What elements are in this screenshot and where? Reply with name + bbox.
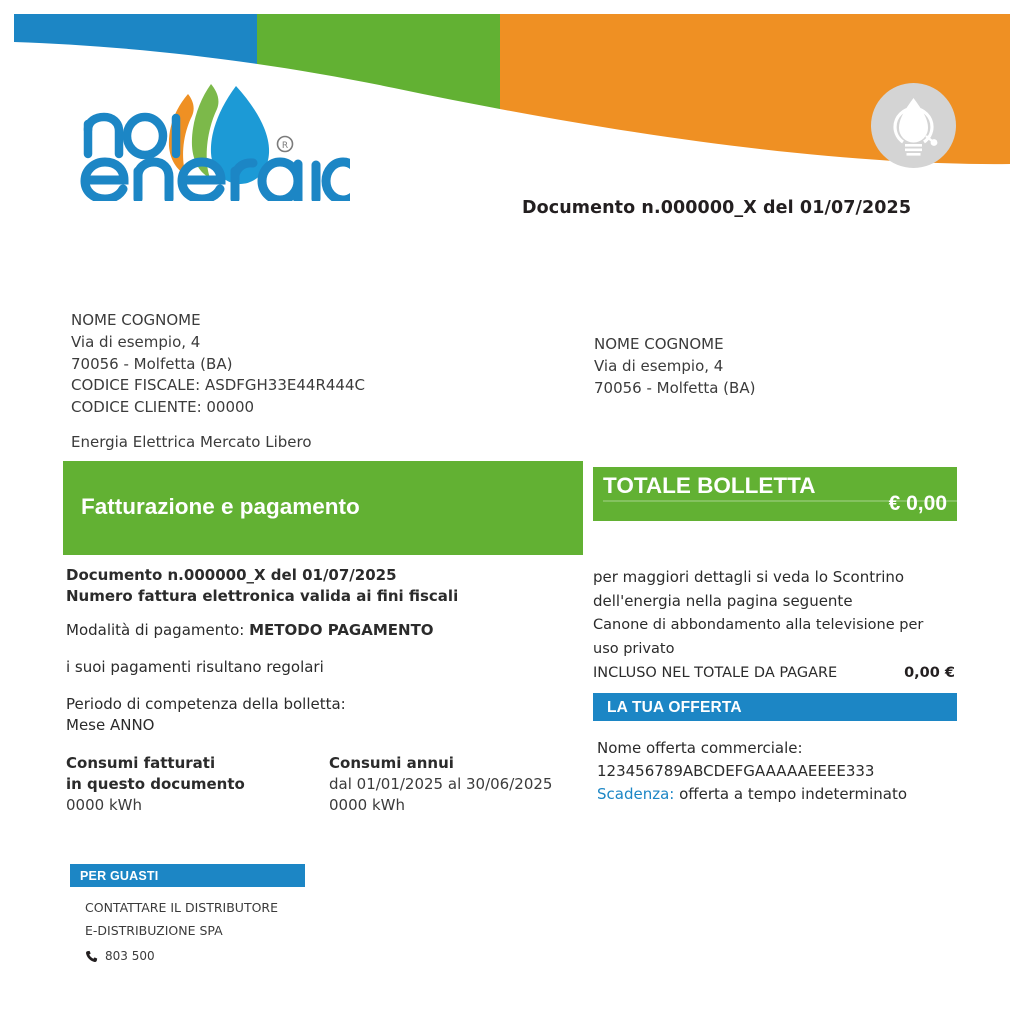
offer-expiry-row bbox=[597, 783, 977, 806]
consumption-billed bbox=[66, 753, 316, 816]
supply-street: Via di esempio, 4 bbox=[594, 357, 724, 375]
page-header bbox=[14, 14, 1010, 214]
consumption-annual-period: dal 01/01/2025 al 30/06/2025 bbox=[329, 775, 553, 793]
supply-address-block bbox=[594, 333, 755, 399]
payment-method-label: Modalità di pagamento: bbox=[66, 621, 250, 639]
faults-banner-label: PER GUASTI bbox=[80, 869, 159, 883]
total-details bbox=[593, 565, 963, 685]
payment-status: i suoi pagamenti risultano regolari bbox=[66, 658, 324, 676]
faults-banner bbox=[70, 864, 305, 887]
customer-address-block bbox=[71, 310, 365, 454]
consumption-billed-value: 0000 kWh bbox=[66, 796, 142, 814]
total-note-line-1: per maggiori dettagli si veda lo Scontrino bbox=[593, 568, 905, 586]
faults-line-2: E-DISTRIBUZIONE SPA bbox=[85, 923, 223, 938]
billing-period-label: Periodo di competenza della bolletta: bbox=[66, 695, 346, 713]
offer-details bbox=[597, 737, 977, 806]
supply-city: 70056 - Molfetta (BA) bbox=[594, 379, 756, 397]
faults-phone-row bbox=[85, 945, 278, 968]
customer-codice-cliente: CODICE CLIENTE: 00000 bbox=[71, 398, 255, 417]
total-amount: € 0,00 bbox=[888, 492, 947, 515]
consumption-billed-title-2: in questo documento bbox=[66, 775, 245, 793]
supply-type: Energia Elettrica Mercato Libero bbox=[71, 432, 312, 451]
offer-expiry-label: Scadenza: bbox=[597, 785, 675, 803]
offer-expiry-value: offerta a tempo indeterminato bbox=[679, 785, 907, 803]
customer-codice-fiscale: CODICE FISCALE: ASDFGH33E44R444C bbox=[71, 376, 365, 395]
billing-period-value: Mese ANNO bbox=[66, 716, 155, 734]
consumption-annual-value: 0000 kWh bbox=[329, 796, 405, 814]
total-banner bbox=[593, 467, 957, 521]
included-row bbox=[593, 661, 963, 685]
faults-line-1: CONTATTARE IL DISTRIBUTORE bbox=[85, 900, 279, 915]
included-amount: 0,00 € bbox=[904, 665, 955, 681]
faults-phone-number: 803 500 bbox=[105, 949, 155, 963]
billing-details bbox=[66, 565, 586, 736]
total-note-line-2: dell'energia nella pagina seguente bbox=[593, 592, 853, 610]
lightbulb-icon bbox=[871, 83, 956, 168]
brand-logo bbox=[80, 76, 350, 201]
payment-method-row bbox=[66, 620, 586, 641]
faults-details bbox=[85, 896, 278, 968]
offer-banner bbox=[593, 693, 957, 721]
payment-method-value: METODO PAGAMENTO bbox=[249, 621, 434, 639]
svg-text:R: R bbox=[281, 141, 289, 151]
billing-banner-label: Fatturazione e pagamento bbox=[81, 494, 360, 519]
billing-banner bbox=[63, 461, 583, 555]
offer-code: 123456789ABCDEFGAAAAAEEEE333 bbox=[597, 762, 875, 780]
included-label: INCLUSO NEL TOTALE DA PAGARE bbox=[593, 665, 838, 681]
phone-icon bbox=[85, 950, 98, 963]
tv-fee-line-1: Canone di abbondamento alla televisione per bbox=[593, 617, 924, 633]
supply-name: NOME COGNOME bbox=[594, 335, 724, 353]
offer-banner-label: LA TUA OFFERTA bbox=[607, 699, 742, 716]
offer-name-label: Nome offerta commerciale: bbox=[597, 739, 803, 757]
consumption-annual bbox=[329, 753, 589, 816]
billing-document-number: Documento n.000000_X del 01/07/2025 bbox=[66, 566, 397, 584]
customer-street: Via di esempio, 4 bbox=[71, 332, 201, 351]
billing-invoice-note: Numero fattura elettronica valida ai fini fiscali bbox=[66, 587, 459, 605]
consumption-annual-title: Consumi annui bbox=[329, 754, 454, 772]
tv-fee-line-2: uso privato bbox=[593, 641, 675, 657]
customer-city: 70056 - Molfetta (BA) bbox=[71, 354, 233, 373]
customer-name: NOME COGNOME bbox=[71, 311, 201, 329]
consumption-billed-title-1: Consumi fatturati bbox=[66, 754, 216, 772]
document-title: Documento n.000000_X del 01/07/2025 bbox=[522, 198, 912, 218]
total-banner-label: TOTALE BOLLETTA bbox=[603, 473, 816, 498]
